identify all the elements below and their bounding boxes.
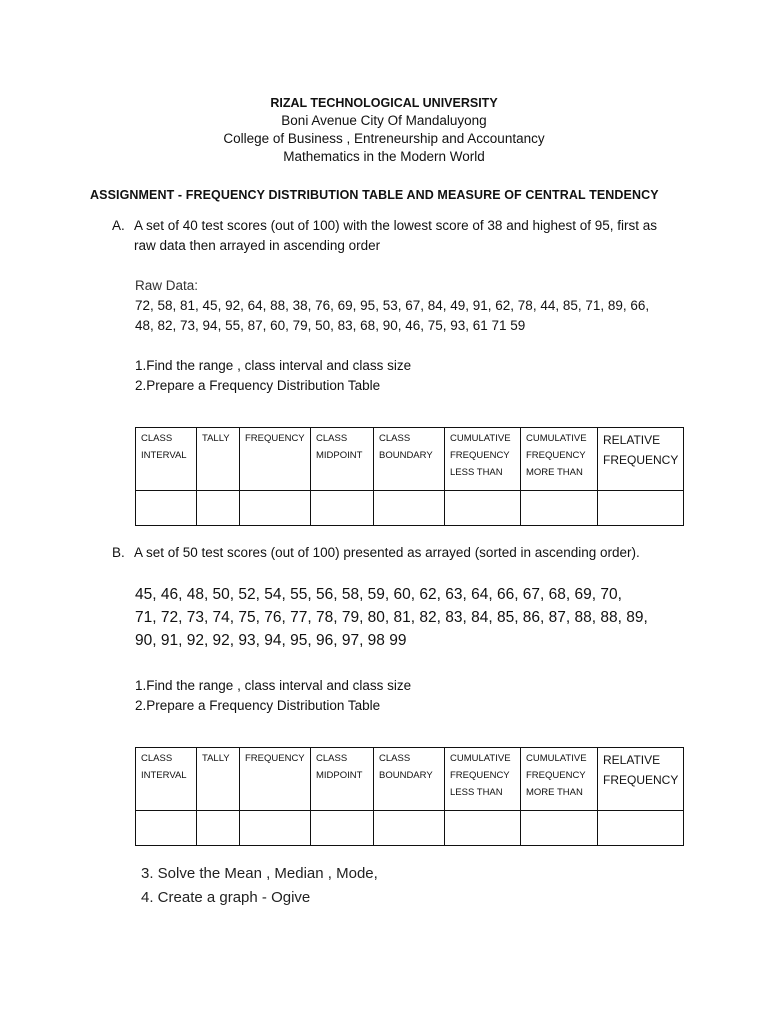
- col-frequency: FREQUENCY: [240, 748, 311, 811]
- table-cell[interactable]: [445, 491, 521, 526]
- table-cell[interactable]: [240, 491, 311, 526]
- col-cumulative-more: CUMULATIVE FREQUENCY MORE THAN: [521, 748, 598, 811]
- table-cell[interactable]: [445, 811, 521, 846]
- col-tally: TALLY: [197, 428, 240, 491]
- task-3: 3. Solve the Mean , Median , Mode,: [141, 865, 378, 882]
- part-b-task-1: 1.Find the range , class interval and class size: [135, 678, 412, 693]
- course-name: Mathematics in the Modern World: [283, 149, 485, 164]
- table-cell[interactable]: [598, 491, 684, 526]
- col-relative-frequency: RELATIVE FREQUENCY: [598, 748, 684, 811]
- part-a-tasks: [135, 356, 695, 396]
- raw-data-label: Raw Data:: [135, 278, 199, 293]
- table-cell[interactable]: [240, 811, 311, 846]
- part-a-task-2: 2.Prepare a Frequency Distribution Table: [135, 378, 381, 393]
- university-address: Boni Avenue City Of Mandaluyong: [281, 113, 487, 128]
- col-class-interval: CLASS INTERVAL: [136, 428, 197, 491]
- part-b-scores: [135, 583, 695, 652]
- table-cell[interactable]: [374, 811, 445, 846]
- part-a-letter: A.: [112, 218, 125, 233]
- col-cumulative-less: CUMULATIVE FREQUENCY LESS THAN: [445, 428, 521, 491]
- part-b-description: [112, 543, 672, 563]
- part-a-text: A set of 40 test scores (out of 100) with the lowest score of 38 and highest of 95, first as raw data then arrayed in ascending order: [134, 218, 658, 253]
- col-class-boundary: CLASS BOUNDARY: [374, 428, 445, 491]
- scores-line-2: 71, 72, 73, 74, 75, 76, 77, 78, 79, 80, 81, 82, 83, 84, 85, 86, 87, 88, 88, 89,: [135, 609, 648, 626]
- scores-line-3: 90, 91, 92, 92, 93, 94, 95, 96, 97, 98 99: [135, 632, 407, 649]
- frequency-table-a: [135, 427, 684, 526]
- raw-data-line-1: 72, 58, 81, 45, 92, 64, 88, 38, 76, 69, 95, 53, 67, 84, 49, 91, 62, 78, 44, 85, 71, 89, 66,: [135, 298, 650, 313]
- table-header-row: [136, 748, 684, 811]
- part-a-task-1: 1.Find the range , class interval and class size: [135, 358, 412, 373]
- frequency-table-b: [135, 747, 684, 846]
- assignment-title: ASSIGNMENT - FREQUENCY DISTRIBUTION TABLE AND MEASURE OF CENTRAL TENDENCY: [90, 188, 659, 202]
- document-header: [0, 94, 768, 166]
- table-cell[interactable]: [374, 491, 445, 526]
- table-cell[interactable]: [197, 491, 240, 526]
- table-cell[interactable]: [197, 811, 240, 846]
- raw-data-block: [135, 276, 695, 336]
- table-cell[interactable]: [598, 811, 684, 846]
- col-class-midpoint: CLASS MIDPOINT: [311, 428, 374, 491]
- table-cell[interactable]: [311, 491, 374, 526]
- table-cell[interactable]: [136, 491, 197, 526]
- part-b-letter: B.: [112, 545, 125, 560]
- task-4: 4. Create a graph - Ogive: [141, 889, 311, 906]
- scores-line-1: 45, 46, 48, 50, 52, 54, 55, 56, 58, 59, 60, 62, 63, 64, 66, 67, 68, 69, 70,: [135, 586, 622, 603]
- table-row: [136, 491, 684, 526]
- col-cumulative-more: CUMULATIVE FREQUENCY MORE THAN: [521, 428, 598, 491]
- table-cell[interactable]: [521, 491, 598, 526]
- part-b-text: A set of 50 test scores (out of 100) presented as arrayed (sorted in ascending order).: [134, 545, 640, 560]
- part-b-tasks: [135, 676, 695, 716]
- part-a-description: [112, 216, 672, 256]
- col-class-boundary: CLASS BOUNDARY: [374, 748, 445, 811]
- raw-data-line-2: 48, 82, 73, 94, 55, 87, 60, 79, 50, 83, 68, 90, 46, 75, 93, 61 71 59: [135, 318, 526, 333]
- col-class-interval: CLASS INTERVAL: [136, 748, 197, 811]
- part-b-task-2: 2.Prepare a Frequency Distribution Table: [135, 698, 381, 713]
- table-cell[interactable]: [311, 811, 374, 846]
- college-name: College of Business , Entreneurship and Accountancy: [223, 131, 545, 146]
- table-header-row: [136, 428, 684, 491]
- final-tasks: [141, 862, 378, 910]
- col-frequency: FREQUENCY: [240, 428, 311, 491]
- col-class-midpoint: CLASS MIDPOINT: [311, 748, 374, 811]
- table-cell[interactable]: [136, 811, 197, 846]
- university-name: RIZAL TECHNOLOGICAL UNIVERSITY: [270, 96, 498, 110]
- table-row: [136, 811, 684, 846]
- col-cumulative-less: CUMULATIVE FREQUENCY LESS THAN: [445, 748, 521, 811]
- col-tally: TALLY: [197, 748, 240, 811]
- table-cell[interactable]: [521, 811, 598, 846]
- col-relative-frequency: RELATIVE FREQUENCY: [598, 428, 684, 491]
